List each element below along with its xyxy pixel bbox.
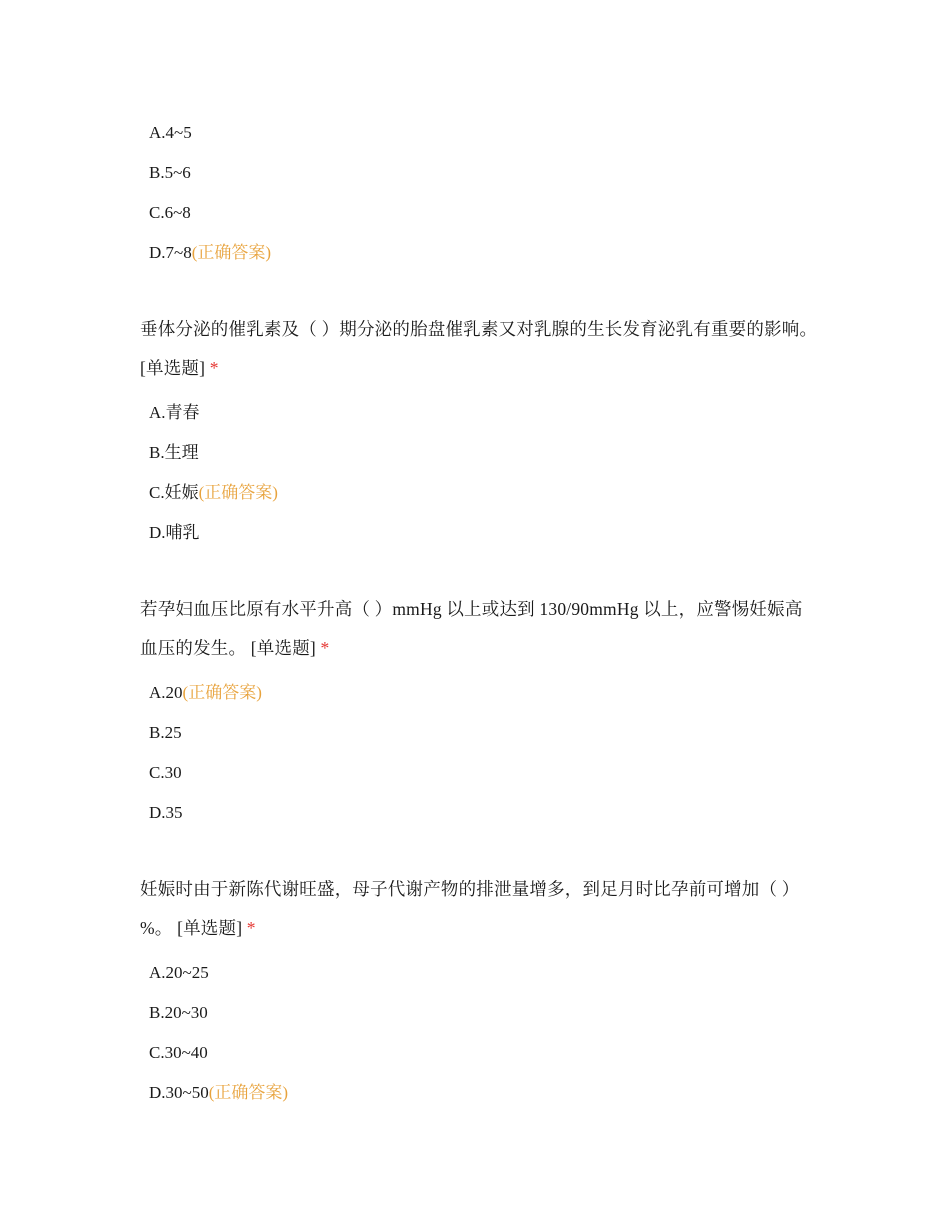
option-label: D.30~50 bbox=[149, 1083, 209, 1102]
correct-answer-mark: (正确答案) bbox=[198, 483, 278, 502]
question-4-option-a[interactable] bbox=[149, 961, 209, 985]
question-2-option-a[interactable] bbox=[149, 401, 200, 425]
question-type: [单选题] bbox=[140, 358, 206, 378]
question-1-option-c[interactable] bbox=[149, 201, 191, 225]
question-2-title bbox=[140, 310, 820, 388]
question-text: 妊娠时由于新陈代谢旺盛，母子代谢产物的排泄量增多，到足月时比孕前可增加（ ）%。 bbox=[140, 879, 800, 938]
question-3-option-b[interactable] bbox=[149, 721, 182, 745]
correct-answer-mark: (正确答案) bbox=[208, 1083, 289, 1102]
required-mark: * bbox=[209, 358, 219, 378]
question-3-title bbox=[140, 590, 820, 668]
option-label: A.4~5 bbox=[149, 123, 192, 142]
question-1-option-d[interactable] bbox=[149, 241, 271, 265]
question-4-option-c[interactable] bbox=[149, 1041, 208, 1065]
correct-answer-mark: (正确答案) bbox=[191, 243, 272, 262]
question-1-option-b[interactable] bbox=[149, 161, 191, 185]
question-text: 若孕妇血压比原有水平升高（ ）mmHg 以上或达到 130/90mmHg 以上，应警惕妊娠高血压的发生。 bbox=[140, 599, 803, 658]
question-3-option-d[interactable] bbox=[149, 801, 183, 825]
option-label: B.5~6 bbox=[149, 163, 191, 182]
question-2-option-d[interactable] bbox=[149, 521, 200, 545]
option-label: C.30~40 bbox=[149, 1043, 208, 1062]
option-label: C.6~8 bbox=[149, 203, 191, 222]
required-mark: * bbox=[246, 918, 256, 938]
correct-answer-mark: (正确答案) bbox=[182, 683, 262, 702]
option-label: B.20~30 bbox=[149, 1003, 208, 1022]
question-text: 垂体分泌的催乳素及（ ）期分泌的胎盘催乳素又对乳腺的生长发育泌乳有重要的影响。 bbox=[140, 319, 818, 339]
question-2-option-b[interactable] bbox=[149, 441, 199, 465]
option-label: D.哺乳 bbox=[149, 523, 200, 542]
question-type: [单选题] bbox=[250, 638, 316, 658]
option-label: A.青春 bbox=[149, 403, 200, 422]
question-3-option-c[interactable] bbox=[149, 761, 182, 785]
question-2-option-c[interactable] bbox=[149, 481, 278, 505]
option-label: B.生理 bbox=[149, 443, 199, 462]
option-label: D.7~8 bbox=[149, 243, 192, 262]
option-label: C.妊娠 bbox=[149, 483, 199, 502]
question-4-title bbox=[140, 870, 820, 948]
option-label: A.20 bbox=[149, 683, 183, 702]
required-mark: * bbox=[320, 638, 330, 658]
option-label: C.30 bbox=[149, 763, 182, 782]
question-1-option-a[interactable] bbox=[149, 121, 192, 145]
question-type: [单选题] bbox=[177, 918, 243, 938]
question-4-option-b[interactable] bbox=[149, 1001, 208, 1025]
option-label: A.20~25 bbox=[149, 963, 209, 982]
option-label: D.35 bbox=[149, 803, 183, 822]
question-4-option-d[interactable] bbox=[149, 1081, 288, 1105]
option-label: B.25 bbox=[149, 723, 182, 742]
question-3-option-a[interactable] bbox=[149, 681, 262, 705]
